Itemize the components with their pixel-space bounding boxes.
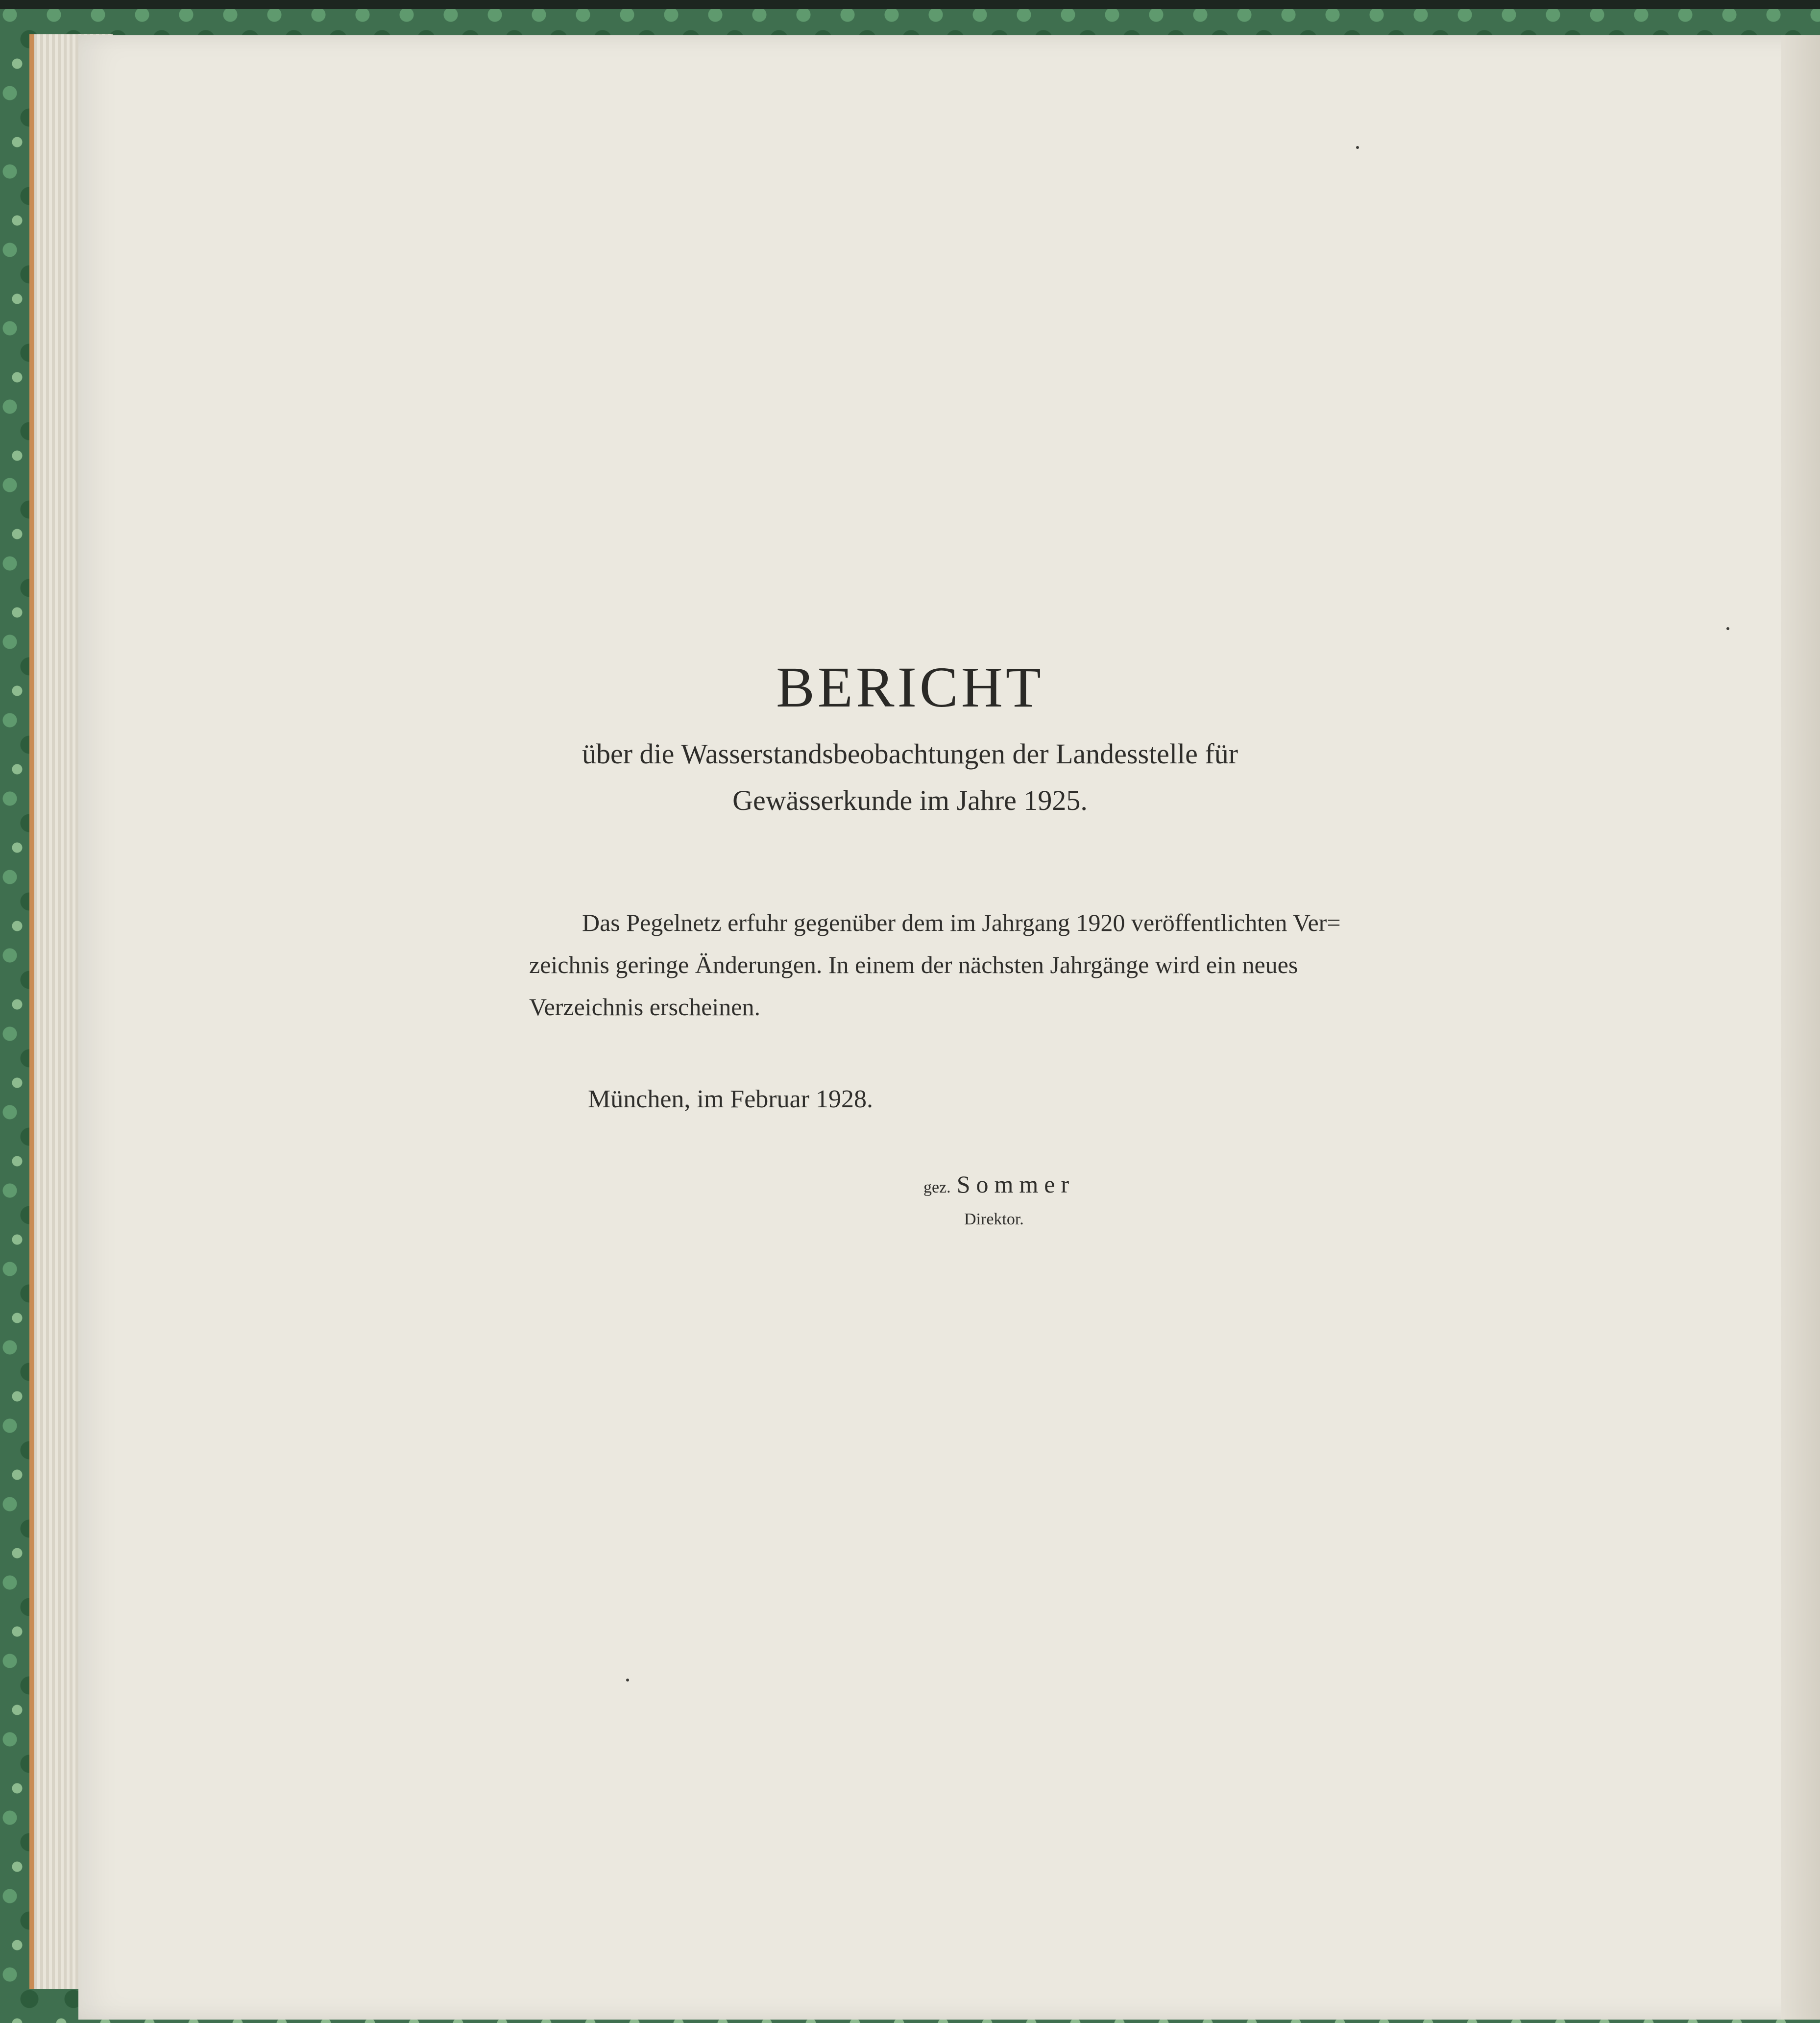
body-line-3: Verzeichnis erscheinen. bbox=[529, 993, 760, 1021]
signature-role: Direktor. bbox=[964, 1210, 1024, 1228]
body-line-1: Das Pegelnetz erfuhr gegenüber dem im Jahrgang 1920 veröffentlichten Ver= bbox=[582, 909, 1341, 936]
signature bbox=[923, 1170, 1075, 1198]
body-line-2: zeichnis geringe Änderungen. In einem der nächsten Jahrgänge wird ein neues bbox=[529, 951, 1298, 978]
report-title: BERICHT bbox=[776, 655, 1044, 719]
report-subtitle-line-2: Gewässerkunde im Jahre 1925. bbox=[732, 784, 1088, 816]
paper-speck bbox=[626, 1679, 629, 1682]
signature-prefix: gez. bbox=[923, 1178, 951, 1196]
paper-speck bbox=[1356, 146, 1359, 149]
report-subtitle-line-1: über die Wasserstandsbeobachtungen der Landesstelle für bbox=[582, 738, 1238, 770]
place-date: München, im Februar 1928. bbox=[588, 1085, 874, 1113]
paper-speck bbox=[1726, 627, 1729, 630]
signature-name: Sommer bbox=[956, 1170, 1075, 1198]
